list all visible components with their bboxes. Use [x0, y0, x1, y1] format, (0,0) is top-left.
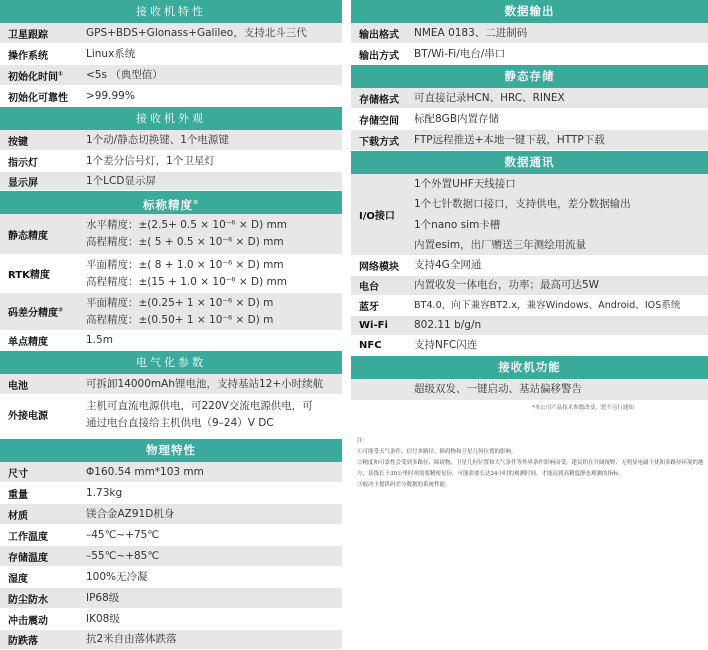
spec-label: 电池: [8, 380, 28, 392]
spec-row: [351, 296, 708, 316]
section-header-receiver: 接收机特性: [0, 0, 342, 23]
spec-row: [0, 255, 342, 293]
spec-row: [351, 256, 708, 276]
spec-row: [0, 151, 342, 172]
spec-row: [0, 293, 342, 331]
spec-row: [0, 630, 342, 650]
spec-row: [0, 65, 342, 86]
spec-label: 尺寸: [8, 468, 28, 480]
spec-label: 电台: [359, 282, 379, 293]
spec-label: 输出方式: [359, 50, 399, 62]
spec-row: [0, 546, 342, 567]
notes-title: 注：: [357, 438, 369, 444]
spec-label: I/O接口: [359, 211, 395, 222]
spec-value: –55℃~+85℃: [86, 549, 160, 562]
note-item: ②精度和可靠性会受到多路径、障碍物、卫星几何位置和大气条件等外界条件影响而受，建议织在开阔视野、无明显电磁干扰和多路径环境的地方，基线长于30公里时须需要精密星历，可能需要长达24小时的观测时间，才能达到高精度静态观测的指标。: [357, 460, 704, 477]
right-column: [351, 0, 708, 401]
spec-row: [351, 174, 708, 256]
spec-value: IP68级: [86, 591, 120, 604]
spec-label: 防跌落: [8, 636, 38, 647]
spec-value: Linux系统: [86, 47, 136, 60]
spec-row: [351, 23, 708, 44]
spec-row: [351, 109, 708, 130]
spec-label: 存储温度: [8, 552, 48, 564]
spec-label: 湿度: [8, 573, 28, 585]
section-header-storage: 静态存储: [351, 65, 708, 88]
spec-row: [351, 276, 708, 296]
spec-value: 平面精度：±(0.25+ 1 × 10⁻⁶ × D) m 高程精度：±(0.50+ 1 × 10⁻⁶ × D) m: [86, 296, 274, 326]
spec-value: GPS+BDS+Glonass+Galileo，支持北斗三代: [86, 26, 307, 39]
spec-value: 超级双发、一键启动、基站偏移警告: [414, 383, 582, 396]
spec-value: 内置收发一体电台，功率；最高可达5W: [414, 279, 600, 292]
spec-row: [0, 86, 342, 107]
section-header-electrical: 电气化参数: [0, 351, 342, 374]
spec-row: [351, 88, 708, 109]
spec-label: 静态精度: [8, 230, 48, 242]
spec-label: 冲击震动: [8, 615, 48, 627]
spec-label: 存储格式: [359, 94, 399, 106]
spec-row: [351, 316, 708, 336]
section-header-comms: 数据通讯: [351, 151, 708, 174]
spec-value: 1个差分信号灯，1个卫星灯: [86, 154, 215, 167]
spec-label: 初始化可靠性: [8, 92, 68, 104]
spec-value: 1个外置UHF天线接口 1个七针数据口接口，支持供电，差分数据输出 1个nano sim卡槽 内置esim，出厂赠送三年测绘用流量: [414, 177, 631, 251]
spec-value: 抗2米自由落体跌落: [86, 633, 177, 646]
section-header-accuracy: 标称精度②: [0, 191, 342, 214]
spec-label: RTK精度: [8, 270, 50, 281]
note-item: ③取决于提供码差分数据的系统性能。: [357, 482, 451, 488]
spec-value: 支持4G全网通: [414, 259, 482, 272]
spec-label: 显示屏: [8, 177, 38, 189]
spec-label: 按键: [8, 136, 28, 148]
spec-label: 存储空间: [359, 115, 399, 127]
spec-label: 输出格式: [359, 29, 399, 41]
spec-value: 802.11 b/g/n: [414, 319, 482, 332]
spec-row: [0, 504, 342, 525]
note-item: ①可能受天气条件、信号多路径、障碍物和卫星几何位置的影响。: [357, 449, 517, 455]
spec-row: [0, 395, 342, 435]
spec-label: 材质: [8, 510, 28, 522]
spec-label: 指示灯: [8, 157, 38, 169]
spec-row: [351, 130, 708, 151]
spec-value: 标配8GB内置存储: [414, 112, 500, 125]
spec-value: FTP远程推送+本地一键下载，HTTP下载: [414, 133, 605, 146]
spec-row: [0, 588, 342, 609]
spec-row: [0, 462, 342, 483]
spec-value: 1个动/静态切换键、1个电源键: [86, 133, 229, 146]
spec-row: [0, 172, 342, 191]
spec-row: [0, 374, 342, 395]
spec-row: [0, 130, 342, 151]
left-column: [0, 0, 342, 650]
spec-row: [0, 567, 342, 588]
spec-label: 防尘防水: [8, 594, 48, 606]
disclaimer-note: *本公司产品技术参数改变，恕不另行通知: [532, 405, 634, 411]
spec-value: 主机可直流电源供电，可220V交流电源供电，可 通过电台直接给主机供电（9–24）V DC: [86, 399, 313, 429]
spec-value: <5s （典型值）: [86, 68, 163, 81]
spec-value: 镁合金AZ91D机身: [86, 507, 175, 520]
spec-row: [351, 336, 708, 356]
spec-label: 重量: [8, 489, 28, 501]
spec-row: [0, 483, 342, 504]
spec-value: 可拆卸14000mAh锂电池，支持基站12+小时续航: [86, 377, 324, 390]
section-header-data-output: 数据输出: [351, 0, 708, 23]
spec-value: 水平精度：±(2.5+ 0.5 × 10⁻⁶ × D) mm 高程精度：±( 5 + 0.5 × 10⁻⁶ × D) mm: [86, 219, 287, 248]
spec-value: 1个LCD显示屏: [86, 174, 156, 187]
spec-row: [351, 379, 708, 401]
spec-row: [0, 331, 342, 351]
spec-label: 网络模块: [359, 262, 399, 273]
spec-label: 操作系统: [8, 50, 48, 62]
spec-value: 100%无冷凝: [86, 570, 148, 583]
spec-label: 码差分精度③: [8, 306, 64, 319]
spec-label: 工作温度: [8, 531, 48, 543]
spec-label: 下载方式: [359, 136, 399, 148]
section-header-appearance: 接收机外观: [0, 107, 342, 130]
spec-value: BT/Wi-Fi/电台/串口: [414, 47, 506, 60]
section-header-functions: 接收机功能: [351, 356, 708, 379]
spec-value: NMEA 0183、二进制码: [414, 26, 528, 39]
spec-value: BT4.0，向下兼容BT2.x，兼容Windows、Android、IOS系统: [414, 299, 681, 311]
spec-label: NFC: [359, 340, 382, 351]
spec-value: 支持NFC闪连: [414, 339, 478, 352]
spec-row: [0, 44, 342, 65]
spec-value: IK08级: [86, 612, 120, 625]
spec-label: 蓝牙: [359, 302, 379, 313]
spec-value: 平面精度：±( 8 + 1.0 × 10⁻⁶ × D) mm 高程精度：±(15 + 1.0 × 10⁻⁶ × D) mm: [86, 258, 287, 288]
spec-value: Φ160.54 mm*103 mm: [86, 465, 204, 478]
spec-label: 初始化时间①: [8, 70, 64, 83]
spec-label: 外接电源: [8, 411, 48, 422]
spec-row: [0, 609, 342, 630]
spec-value: >99.99%: [86, 89, 135, 102]
spec-value: 可直接记录HCN、HRC、RINEX: [414, 91, 565, 104]
section-header-physical: 物理特性: [0, 439, 342, 462]
spec-value: 1.5m: [86, 334, 113, 347]
spec-value: 1.73kg: [86, 486, 123, 499]
spec-row: [0, 214, 342, 255]
notes-block: [357, 436, 705, 491]
spec-label: Wi-Fi: [359, 320, 388, 331]
spec-label: 卫星跟踪: [8, 29, 48, 41]
spec-value: –45℃~+75℃: [86, 528, 160, 541]
spec-row: [351, 44, 708, 65]
spec-label: 单点精度: [8, 337, 48, 348]
spec-row: [0, 23, 342, 44]
spec-row: [0, 525, 342, 546]
